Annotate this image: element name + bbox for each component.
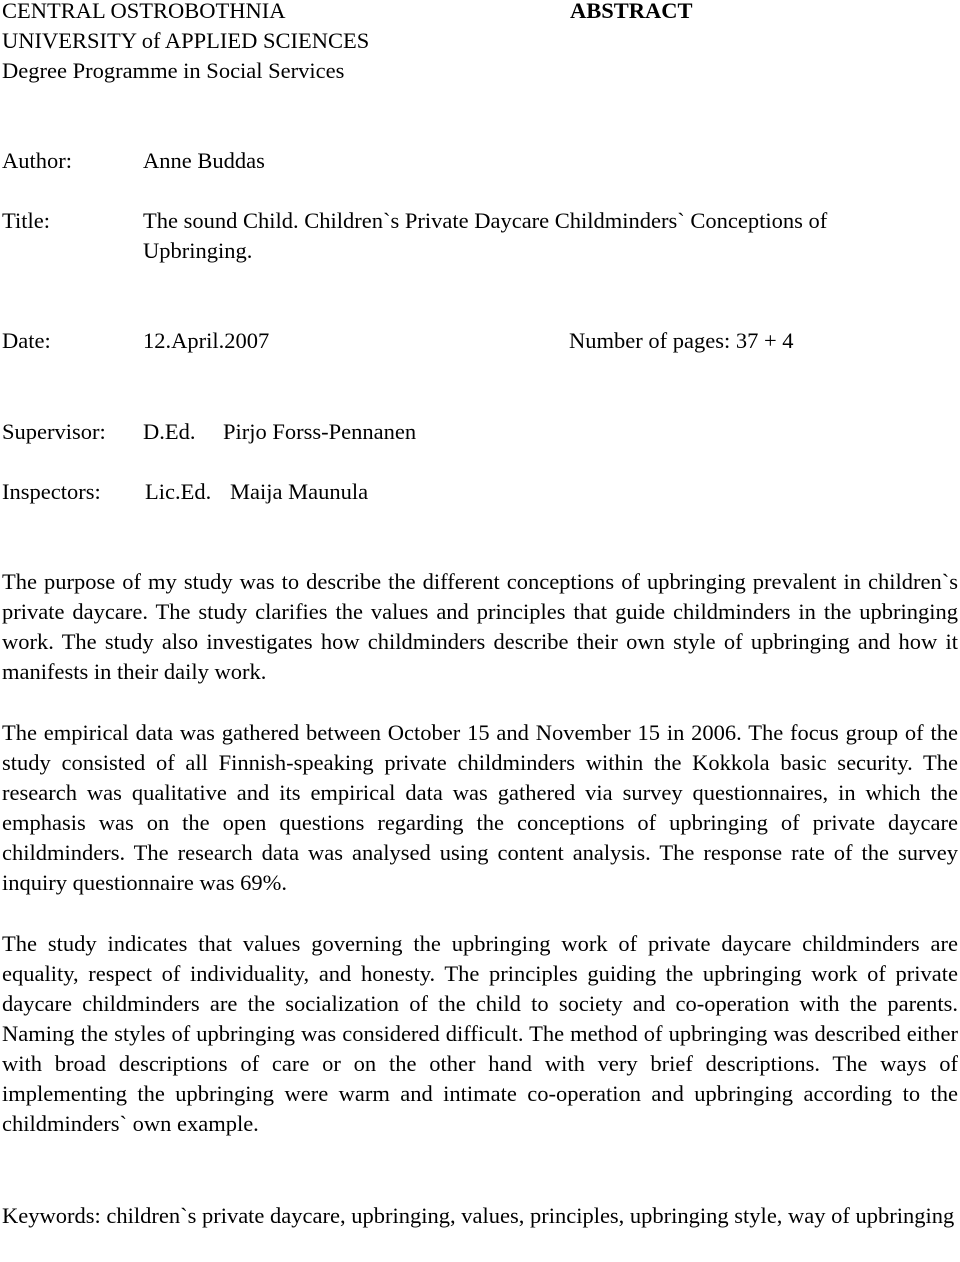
institution-line-2: UNIVERSITY of APPLIED SCIENCES	[2, 28, 370, 53]
document-type-heading: ABSTRACT	[570, 0, 693, 23]
abstract-paragraph-2: The empirical data was gathered between October 15 and November 15 in 2006. The focus group of the study consisted of all Finnish-speaking private childminders within the Kokkola basic security. The research was qualitative and its empirical data was gathered via survey questionnaires, in which the emphasis was on the open questions regarding the conceptions of upbringing of private daycare childminders. The research data was analysed using content analysis. The response rate of the survey inquiry questionnaire was 69%.	[2, 720, 958, 895]
title-value-line-1: The sound Child. Children`s Private Daycare Childminders` Conceptions of	[143, 208, 828, 233]
institution-line-3: Degree Programme in Social Services	[2, 58, 345, 83]
title-label: Title:	[2, 208, 50, 233]
inspector-degree: Lic.Ed.	[145, 479, 212, 504]
inspectors-label: Inspectors:	[2, 479, 101, 504]
abstract-paragraph-3: The study indicates that values governing the upbringing work of private daycare childminders are equality, respect of individuality, and honesty. The principles guiding the upbringing work of private daycare childminders are the socialization of the child to society and co-operation with the parents. Naming the styles of upbringing was considered difficult. The method of upbringing was described either with broad descriptions of care or on the other hand with very brief descriptions. The ways of implementing the upbringing were warm and intimate co-operation and upbringing according to the childminders` own example.	[2, 931, 958, 1136]
supervisor-name: Pirjo Forss-Pennanen	[223, 419, 417, 444]
abstract-paragraph-1: The purpose of my study was to describe the different conceptions of upbringing prevalent in children`s private daycare. The study clarifies the values and principles that guide childminders in the upbringing work. The study also investigates how childminders describe their own style of upbringing and how it manifests in their daily work.	[2, 569, 958, 684]
institution-line-1: CENTRAL OSTROBOTHNIA	[2, 0, 286, 23]
author-label: Author:	[2, 148, 72, 173]
date-value: 12.April.2007	[143, 328, 270, 353]
inspector-name: Maija Maunula	[230, 479, 369, 504]
number-of-pages: Number of pages: 37 + 4	[569, 328, 794, 353]
supervisor-degree: D.Ed.	[143, 419, 196, 444]
author-value: Anne Buddas	[143, 148, 265, 173]
title-value-line-2: Upbringing.	[143, 238, 253, 263]
keywords: Keywords: children`s private daycare, upbringing, values, principles, upbringing style, way of upbringing	[2, 1203, 955, 1228]
supervisor-label: Supervisor:	[2, 419, 106, 444]
date-label: Date:	[2, 328, 51, 353]
